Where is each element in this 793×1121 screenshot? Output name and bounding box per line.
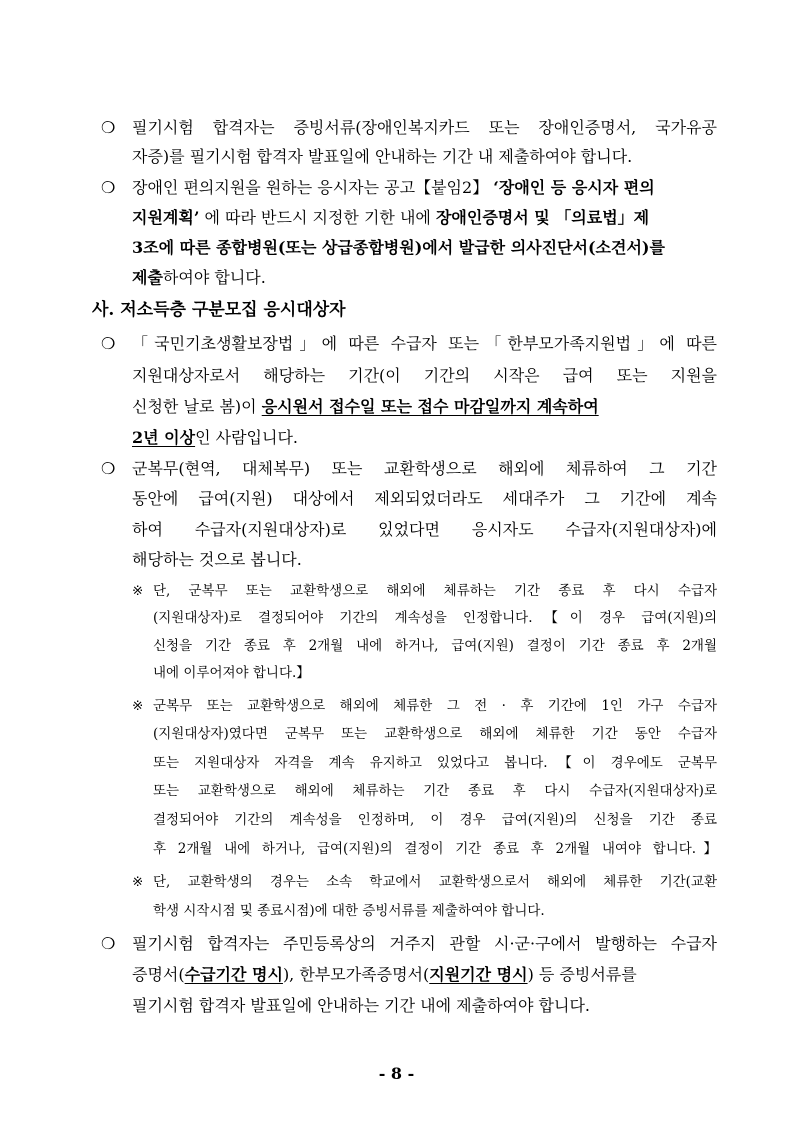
n2-line-2: (지원대상자)였다면 군복무 또는 교환학생으로 해외에 체류한 기간 동안 수급자 [153,726,717,742]
p1-line-1: 필기시험 합격자는 증빙서류(장애인복지카드 또는 장애인증명서, 국가유공 [132,118,717,137]
p3-line-3-text: 신청한 날로 봄)이 [132,397,257,416]
p2-plan-title-end: 지원계획’ [132,208,200,227]
p4-line-3: 하여 수급자(지원대상자)로 있었다면 응시자도 수급자(지원대상자)에 [132,520,717,539]
p5-line-2-a: 증명서( [132,965,185,984]
p2-line-2 [132,208,649,228]
n3-line-1: 단, 교환학생의 경우는 소속 학교에서 교환학생으로서 해외에 체류한 기간(교환 [153,874,717,890]
p3-line-3 [132,397,599,417]
n1-line-4: 내에 이루어져야 합니다.】 [153,665,310,681]
p5-benefit-period: 수급기간 명시 [184,965,283,984]
p5-support-period: 지원기간 명시 [429,965,528,984]
n2-line-4: 또는 교환학생으로 해외에 체류하는 기간 종료 후 다시 수급자(지원대상자)로 [153,783,717,799]
circle-bullet-icon: ❍ [101,178,116,197]
circle-bullet-icon: ❍ [101,459,116,478]
p5-line-3: 필기시험 합격자 발표일에 안내하는 기간 내에 제출하여야 합니다. [132,996,591,1015]
p4-line-1: 군복무(현역, 대체복무) 또는 교환학생으로 해외에 체류하여 그 기간 [132,459,717,478]
p2-line-2-text: 에 따라 반드시 지정한 기한 내에 [204,208,431,227]
p2-line-4-text: 하여야 합니다. [162,268,266,287]
p2-line-1 [132,178,655,198]
p2-required-docs: 장애인증명서 및 「의료법」제 [435,208,650,227]
reference-mark-icon: ※ [132,698,144,714]
n2-line-1: 군복무 또는 교환학생으로 해외에 체류한 그 전 · 후 기간에 1인 가구 수급자 [153,698,717,714]
circle-bullet-icon: ❍ [101,334,116,353]
p3-line-1: 「국민기초생활보장법」에 따른 수급자 또는「한부모가족지원법」에 따른 [132,334,717,353]
p3-line-2: 지원대상자로서 해당하는 기간(이 기간의 시작은 급여 또는 지원을 [132,366,717,385]
p4-line-4: 해당하는 것으로 봅니다. [132,550,302,569]
p3-two-years: 2년 이상 [132,428,196,447]
p5-line-2-c: ), 한부모가족증명서( [282,965,430,984]
page-number: - 8 - [378,1064,415,1083]
p2-line-1-text: 장애인 편의지원을 원하는 응시자는 공고【붙임2】 [132,178,489,197]
circle-bullet-icon: ❍ [101,118,116,137]
p3-line-4 [132,428,298,448]
p5-line-2 [132,965,637,985]
p5-line-1: 필기시험 합격자는 주민등록상의 거주지 관할 시·군·구에서 발행하는 수급자 [132,934,717,953]
n1-line-1: 단, 군복무 또는 교환학생으로 해외에 체류하는 기간 종료 후 다시 수급자 [153,583,717,599]
p2-line-4 [132,268,266,288]
p5-line-2-e: ) 등 증빙서류를 [527,965,637,984]
p2-line-3: 3조에 따른 종합병원(또는 상급종합병원)에서 발급한 의사진단서(소견서)를 [132,238,665,257]
p2-plan-title: ‘장애인 등 응시자 편의 [493,178,655,197]
p3-line-4-text: 인 사람입니다. [195,428,298,447]
n2-line-3: 또는 지원대상자 자격을 계속 유지하고 있었다고 봅니다.【이 경우에도 군복무 [153,755,717,771]
reference-mark-icon: ※ [132,874,144,890]
n1-line-3: 신청을 기간 종료 후 2개월 내에 하거나, 급여(지원) 결정이 기간 종료 후 2개월 [153,638,717,654]
reference-mark-icon: ※ [132,583,144,599]
n2-line-6: 후 2개월 내에 하거나, 급여(지원)의 결정이 기간 종료 후 2개월 내여야 합니다.】 [153,841,717,857]
n3-line-2: 학생 시작시점 및 종료시점)에 대한 증빙서류를 제출하여야 합니다. [153,903,545,919]
p3-continuous-period: 응시원서 접수일 또는 접수 마감일까지 계속하여 [261,397,599,416]
n2-line-5: 결정되어야 기간의 계속성을 인정하며, 이 경우 급여(지원)의 신청을 기간 종료 [153,812,717,828]
p2-submit-word: 제출 [132,268,163,287]
section-heading: 사. 저소득층 구분모집 응시대상자 [92,300,346,320]
p1-line-2: 자증)를 필기시험 합격자 발표일에 안내하는 기간 내 제출하여야 합니다. [132,147,633,166]
n1-line-2: (지원대상자)로 결정되어야 기간의 계속성을 인정합니다.【이 경우 급여(지원)의 [153,610,717,626]
p4-line-2: 동안에 급여(지원) 대상에서 제외되었더라도 세대주가 그 기간에 계속 [132,489,717,508]
circle-bullet-icon: ❍ [101,934,116,953]
